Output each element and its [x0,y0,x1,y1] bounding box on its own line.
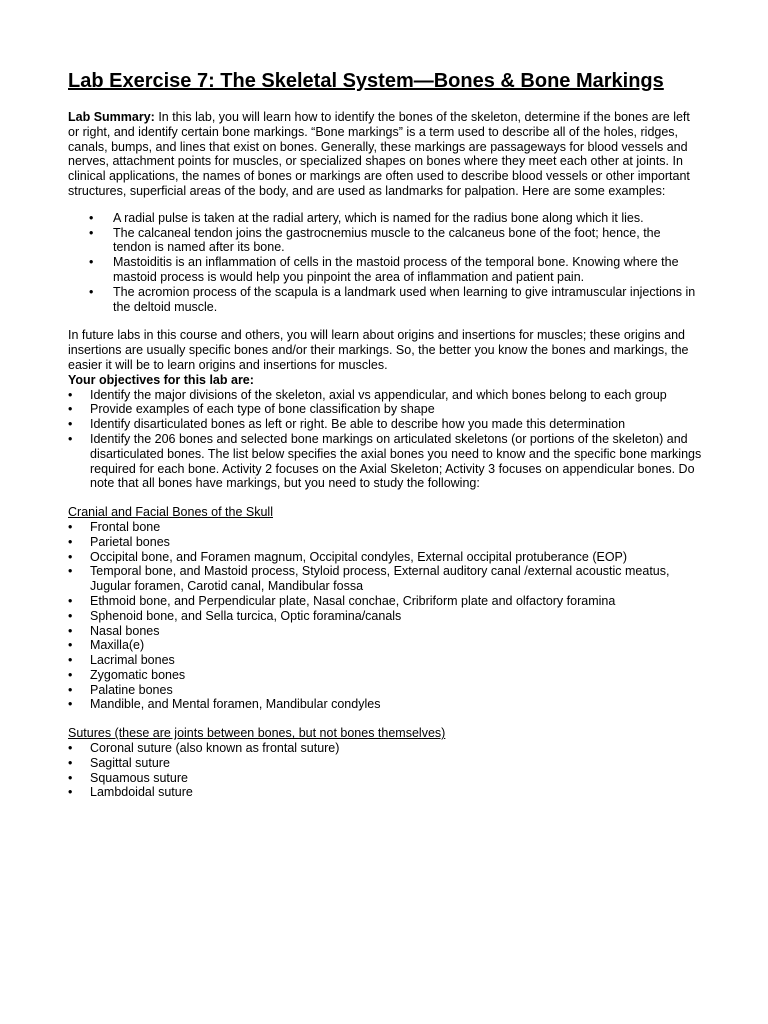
lab-summary-label: Lab Summary: [68,110,155,124]
bullet-icon: • [68,785,73,800]
bullet-icon: • [68,638,73,653]
bullet-icon: • [68,402,73,417]
list-item [68,668,702,683]
list-item [68,624,702,639]
list-item-text: Identify disarticulated bones as left or right. Be able to describe how you made this determination [90,417,626,432]
list-item [68,697,702,712]
bullet-icon: • [68,417,73,432]
list-item-text: Identify the 206 bones and selected bone markings on articulated skeletons (or portions of the skeleton) and disarticulated bones. The list below specifies the axial bones you need to know and the specific bone markings required for each bone. Activity 2 focuses on the Axial Skeleton; Activity 3 focuses on appendicular bones. Do note that all bones have markings, but you need to study the following: [90,431,702,491]
list-item-text: Occipital bone, and Foramen magnum, Occipital condyles, External occipital protuberance (EOP) [90,549,628,564]
document-page [68,68,702,800]
list-item-text: Identify the major divisions of the skeleton, axial vs appendicular, and which bones belong to each group [90,387,667,402]
list-item [68,741,702,756]
lab-summary-text: In this lab, you will learn how to identify the bones of the skeleton, determine if the bones are left or right, and identify certain bone markings. “Bone markings” is a term used to describe all of the holes, ridges, canals, bumps, and lines that exist on bones. Generally, these markings are passageways for blood vessels and nerves, attachment points for muscles, or specialized shapes on bones where they meet each other at joints. In clinical applications, the names of bones or markings are often used to describe blood vessels or other important structures, superficial areas of the body, and are used as landmarks for palpation. Here are some examples: [68,110,690,198]
future-labs-paragraph: In future labs in this course and others, you will learn about origins and insertions for muscles; these origins and insertions are usually specific bones and/or their markings. So, the better you know the bones and markings, the easier it will be to learn origins and insertions for muscles. [68,328,689,372]
list-item [68,432,702,491]
list-item [68,638,702,653]
list-item [68,520,702,535]
list-item [68,653,702,668]
bullet-icon: • [68,387,73,402]
list-item-text: Lacrimal bones [90,653,175,668]
bullet-icon: • [68,564,73,579]
bullet-icon: • [68,593,73,608]
bullet-icon: • [68,534,73,549]
sutures-section-heading: Sutures (these are joints between bones, but not bones themselves) [68,726,446,741]
objectives-heading: Your objectives for this lab are: [68,372,254,387]
list-item-text: Coronal suture (also known as frontal suture) [90,741,340,756]
list-item-text: Sagittal suture [90,755,170,770]
list-item [68,594,702,609]
list-item-text: Sphenoid bone, and Sella turcica, Optic foramina/canals [90,608,402,623]
bullet-icon: • [68,697,73,712]
list-item [68,388,702,403]
list-item [68,683,702,698]
list-item [68,550,702,565]
list-item-text: The calcaneal tendon joins the gastrocnemius muscle to the calcaneus bone of the foot; hence, the tendon is named after its bone. [113,225,661,255]
list-item-text: Temporal bone, and Mastoid process, Styloid process, External auditory canal /external acoustic meatus, Jugular foramen, Carotid canal, Mandibular fossa [90,564,670,594]
bullet-icon: • [89,210,94,225]
list-item [68,255,702,285]
bullet-icon: • [68,431,73,446]
list-item-text: Zygomatic bones [90,667,186,682]
bullet-icon: • [68,770,73,785]
bullet-icon: • [68,519,73,534]
list-item-text: Provide examples of each type of bone classification by shape [90,402,435,417]
bullet-icon: • [68,741,73,756]
bullet-icon: • [68,755,73,770]
examples-list [68,211,702,315]
list-item [68,211,702,226]
bullet-icon: • [68,667,73,682]
list-item-text: Maxilla(e) [90,638,145,653]
list-item-text: Palatine bones [90,682,173,697]
list-item [68,226,702,256]
list-item [68,771,702,786]
list-item [68,756,702,771]
page-title: Lab Exercise 7: The Skeletal System—Bones & Bone Markings [68,70,664,92]
list-item-text: Squamous suture [90,770,188,785]
bullet-icon: • [89,225,94,240]
list-item-text: Nasal bones [90,623,160,638]
cranial-section-heading: Cranial and Facial Bones of the Skull [68,505,273,520]
bullet-icon: • [89,255,94,270]
bullet-icon: • [68,682,73,697]
list-item [68,609,702,624]
bullet-icon: • [68,549,73,564]
bullet-icon: • [89,284,94,299]
bullet-icon: • [68,623,73,638]
list-item [68,535,702,550]
list-item-text: The acromion process of the scapula is a landmark used when learning to give intramuscular injections in the deltoid muscle. [113,284,696,314]
list-item-text: Parietal bones [90,534,170,549]
list-item-text: Ethmoid bone, and Perpendicular plate, Nasal conchae, Cribriform plate and olfactory foramina [90,593,616,608]
cranial-bones-list [68,520,702,712]
sutures-list [68,741,702,800]
list-item-text: A radial pulse is taken at the radial artery, which is named for the radius bone along which it lies. [113,210,644,225]
list-item-text: Mandible, and Mental foramen, Mandibular condyles [90,697,381,712]
list-item [68,402,702,417]
bullet-icon: • [68,653,73,668]
list-item [68,417,702,432]
list-item-text: Mastoiditis is an inflammation of cells in the mastoid process of the temporal bone. Knowing where the mastoid process is would help you pinpoint the area of inflammation and patient pain. [113,255,679,284]
list-item-text: Frontal bone [90,519,161,534]
list-item [68,785,702,800]
list-item [68,564,702,594]
objectives-list [68,388,702,492]
lab-summary-paragraph [68,110,702,199]
bullet-icon: • [68,608,73,623]
list-item [68,285,702,315]
list-item-text: Lambdoidal suture [90,785,193,800]
